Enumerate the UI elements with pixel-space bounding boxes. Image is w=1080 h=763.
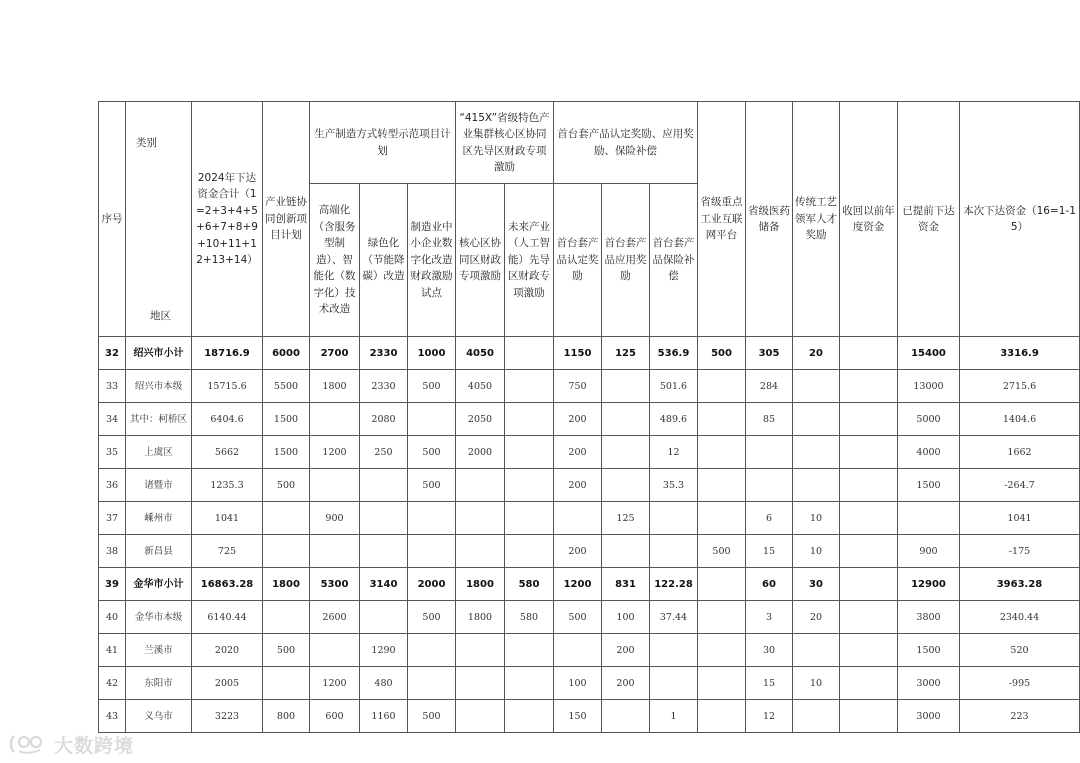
cell-c13: [793, 634, 840, 667]
cell-c9: 125: [602, 337, 650, 370]
cell-c6: 2000: [456, 436, 505, 469]
cell-c4: 1290: [360, 634, 408, 667]
cell-c11: 500: [698, 535, 746, 568]
watermark-logo: [8, 730, 134, 758]
cell-c6: [456, 502, 505, 535]
cell-c11: [698, 403, 746, 436]
cell-c9: [602, 436, 650, 469]
row-seq: 38: [99, 535, 126, 568]
cell-c13: 20: [793, 601, 840, 634]
cell-c16: -175: [960, 535, 1080, 568]
cell-c14: [840, 436, 898, 469]
cell-c1: 1235.3: [192, 469, 263, 502]
header-first-cert: 首台套产品认定奖励: [554, 184, 602, 337]
cell-c10: 536.9: [650, 337, 698, 370]
cell-c3: 600: [310, 700, 360, 733]
header-cluster-group: “415X”省级特色产业集群核心区协同区先导区财政专项激励: [456, 102, 554, 184]
cell-c5: 500: [408, 469, 456, 502]
row-seq: 33: [99, 370, 126, 403]
header-mfg-green: 绿色化（节能降碳）改造: [360, 184, 408, 337]
header-recovered: 收回以前年度资金: [840, 102, 898, 337]
row-region: 金华市小计: [126, 568, 192, 601]
cell-c9: [602, 403, 650, 436]
cell-c4: [360, 502, 408, 535]
cell-c7: [505, 502, 554, 535]
cell-c2: 500: [263, 634, 310, 667]
table-row: [99, 634, 1080, 667]
cell-c2: [263, 601, 310, 634]
cell-c7: 580: [505, 568, 554, 601]
cell-c14: [840, 667, 898, 700]
header-advanced: 已提前下达资金: [898, 102, 960, 337]
cell-c15: 3800: [898, 601, 960, 634]
cell-c1: 1041: [192, 502, 263, 535]
cell-c14: [840, 370, 898, 403]
cell-c4: [360, 535, 408, 568]
table-row: [99, 337, 1080, 370]
cell-c6: 2050: [456, 403, 505, 436]
cell-c15: 900: [898, 535, 960, 568]
cell-c1: 6140.44: [192, 601, 263, 634]
cell-c3: 1200: [310, 667, 360, 700]
cell-c14: [840, 502, 898, 535]
cell-c9: [602, 370, 650, 403]
cell-c16: 3316.9: [960, 337, 1080, 370]
cell-c7: [505, 634, 554, 667]
cell-c13: 10: [793, 535, 840, 568]
cell-c3: [310, 403, 360, 436]
cell-c2: 6000: [263, 337, 310, 370]
cell-c5: [408, 667, 456, 700]
cell-c6: [456, 634, 505, 667]
row-seq: 34: [99, 403, 126, 436]
cell-c3: [310, 634, 360, 667]
cell-c15: 1500: [898, 469, 960, 502]
cell-c10: 1: [650, 700, 698, 733]
header-craft: 传统工艺领军人才奖励: [793, 102, 840, 337]
cell-c15: 13000: [898, 370, 960, 403]
header-total: 2024年下达资金合计（1=2+3+4+5+6+7+8+9+10+11+12+13+14）: [192, 102, 263, 337]
cell-c7: [505, 469, 554, 502]
cell-c6: [456, 700, 505, 733]
cell-c10: 501.6: [650, 370, 698, 403]
cell-c9: 831: [602, 568, 650, 601]
cell-c9: [602, 469, 650, 502]
cell-c16: 3963.28: [960, 568, 1080, 601]
cell-c16: 223: [960, 700, 1080, 733]
cell-c11: [698, 469, 746, 502]
header-seq: 序号: [99, 102, 126, 337]
cell-c15: 4000: [898, 436, 960, 469]
cell-c10: [650, 535, 698, 568]
cell-c6: [456, 535, 505, 568]
cell-c7: 580: [505, 601, 554, 634]
header-chain: 产业链协同创新项目计划: [263, 102, 310, 337]
cell-c10: 489.6: [650, 403, 698, 436]
cell-c5: [408, 403, 456, 436]
cell-c10: [650, 634, 698, 667]
cell-c10: [650, 667, 698, 700]
cell-c6: 1800: [456, 601, 505, 634]
header-first-group: 首台套产品认定奖励、应用奖励、保险补偿: [554, 102, 698, 184]
cell-c1: 2020: [192, 634, 263, 667]
cell-c5: 2000: [408, 568, 456, 601]
cell-c5: [408, 502, 456, 535]
cell-c3: 2700: [310, 337, 360, 370]
table-row: [99, 469, 1080, 502]
cell-c6: 4050: [456, 370, 505, 403]
cell-c16: 520: [960, 634, 1080, 667]
cell-c9: 100: [602, 601, 650, 634]
table-row: [99, 535, 1080, 568]
table-row: [99, 568, 1080, 601]
cell-c8: 200: [554, 403, 602, 436]
watermark-icon: [8, 732, 48, 756]
header-platform: 省级重点工业互联网平台: [698, 102, 746, 337]
cell-c14: [840, 634, 898, 667]
cell-c5: [408, 634, 456, 667]
cell-c14: [840, 337, 898, 370]
header-category-region: [126, 102, 192, 337]
cell-c12: 3: [746, 601, 793, 634]
row-region: 诸暨市: [126, 469, 192, 502]
cell-c5: [408, 535, 456, 568]
cell-c12: 30: [746, 634, 793, 667]
cell-c12: [746, 436, 793, 469]
cell-c11: [698, 370, 746, 403]
table-row: [99, 667, 1080, 700]
cell-c1: 6404.6: [192, 403, 263, 436]
cell-c2: 1500: [263, 403, 310, 436]
cell-c13: [793, 700, 840, 733]
cell-c14: [840, 601, 898, 634]
row-region: 其中：柯桥区: [126, 403, 192, 436]
cell-c13: [793, 436, 840, 469]
cell-c11: [698, 634, 746, 667]
header-category: 类别: [136, 137, 157, 149]
funding-table: [98, 101, 1080, 733]
row-seq: 37: [99, 502, 126, 535]
row-region: 上虞区: [126, 436, 192, 469]
header-mfg-sme: 制造业中小企业数字化改造财政激励试点: [408, 184, 456, 337]
cell-c14: [840, 568, 898, 601]
cell-c1: 5662: [192, 436, 263, 469]
cell-c12: 6: [746, 502, 793, 535]
cell-c10: 122.28: [650, 568, 698, 601]
cell-c13: [793, 469, 840, 502]
cell-c2: 5500: [263, 370, 310, 403]
cell-c8: 500: [554, 601, 602, 634]
row-region: 绍兴市小计: [126, 337, 192, 370]
cell-c8: 200: [554, 535, 602, 568]
cell-c10: 37.44: [650, 601, 698, 634]
cell-c16: -995: [960, 667, 1080, 700]
cell-c5: 500: [408, 601, 456, 634]
cell-c5: 1000: [408, 337, 456, 370]
cell-c8: 200: [554, 469, 602, 502]
row-seq: 32: [99, 337, 126, 370]
cell-c8: [554, 502, 602, 535]
header-first-ins: 首台套产品保险补偿: [650, 184, 698, 337]
cell-c12: 15: [746, 535, 793, 568]
cell-c13: 10: [793, 502, 840, 535]
row-region: 绍兴市本级: [126, 370, 192, 403]
cell-c4: 480: [360, 667, 408, 700]
cell-c16: 2340.44: [960, 601, 1080, 634]
row-seq: 42: [99, 667, 126, 700]
cell-c4: 2080: [360, 403, 408, 436]
cell-c8: 150: [554, 700, 602, 733]
cell-c7: [505, 700, 554, 733]
cell-c15: 1500: [898, 634, 960, 667]
row-seq: 36: [99, 469, 126, 502]
row-region: 新昌县: [126, 535, 192, 568]
cell-c6: [456, 469, 505, 502]
cell-c4: 2330: [360, 337, 408, 370]
cell-c6: 4050: [456, 337, 505, 370]
cell-c8: 1150: [554, 337, 602, 370]
cell-c6: [456, 667, 505, 700]
cell-c11: [698, 700, 746, 733]
cell-c1: 15715.6: [192, 370, 263, 403]
cell-c15: [898, 502, 960, 535]
cell-c16: 2715.6: [960, 370, 1080, 403]
row-seq: 41: [99, 634, 126, 667]
cell-c15: 15400: [898, 337, 960, 370]
table-row: [99, 502, 1080, 535]
cell-c2: [263, 502, 310, 535]
cell-c1: 18716.9: [192, 337, 263, 370]
cell-c15: 5000: [898, 403, 960, 436]
cell-c2: [263, 667, 310, 700]
cell-c10: 12: [650, 436, 698, 469]
cell-c13: [793, 370, 840, 403]
header-current: 本次下达资金（16=1-15）: [960, 102, 1080, 337]
cell-c13: 30: [793, 568, 840, 601]
table-row: [99, 601, 1080, 634]
cell-c2: 1500: [263, 436, 310, 469]
cell-c1: 725: [192, 535, 263, 568]
cell-c16: 1404.6: [960, 403, 1080, 436]
cell-c3: 5300: [310, 568, 360, 601]
header-mfg-group: 生产制造方式转型示范项目计划: [310, 102, 456, 184]
cell-c12: 284: [746, 370, 793, 403]
watermark-text: 大数跨境: [54, 734, 135, 757]
cell-c2: [263, 535, 310, 568]
cell-c11: [698, 667, 746, 700]
header-mfg-high: 高端化（含服务型制造）、智能化（数字化）技术改造: [310, 184, 360, 337]
cell-c3: 2600: [310, 601, 360, 634]
cell-c3: 1800: [310, 370, 360, 403]
cell-c16: -264.7: [960, 469, 1080, 502]
cell-c7: [505, 667, 554, 700]
table-row: [99, 436, 1080, 469]
cell-c8: [554, 634, 602, 667]
row-seq: 39: [99, 568, 126, 601]
cell-c8: 1200: [554, 568, 602, 601]
row-region: 义乌市: [126, 700, 192, 733]
cell-c7: [505, 535, 554, 568]
cell-c7: [505, 337, 554, 370]
cell-c10: 35.3: [650, 469, 698, 502]
cell-c15: 3000: [898, 667, 960, 700]
cell-c13: 20: [793, 337, 840, 370]
cell-c8: 200: [554, 436, 602, 469]
table-row: [99, 370, 1080, 403]
header-region: 地区: [150, 309, 171, 322]
cell-c9: [602, 700, 650, 733]
cell-c12: 60: [746, 568, 793, 601]
cell-c1: 3223: [192, 700, 263, 733]
cell-c3: 1200: [310, 436, 360, 469]
cell-c11: 500: [698, 337, 746, 370]
cell-c2: 800: [263, 700, 310, 733]
cell-c13: [793, 403, 840, 436]
cell-c14: [840, 700, 898, 733]
cell-c4: 3140: [360, 568, 408, 601]
cell-c3: 900: [310, 502, 360, 535]
cell-c9: 200: [602, 634, 650, 667]
cell-c4: [360, 601, 408, 634]
cell-c2: 500: [263, 469, 310, 502]
row-seq: 43: [99, 700, 126, 733]
header-medicine: 省级医药储备: [746, 102, 793, 337]
cell-c15: 12900: [898, 568, 960, 601]
cell-c12: 12: [746, 700, 793, 733]
cell-c12: 15: [746, 667, 793, 700]
cell-c1: 2005: [192, 667, 263, 700]
cell-c3: [310, 469, 360, 502]
cell-c4: 250: [360, 436, 408, 469]
cell-c16: 1662: [960, 436, 1080, 469]
cell-c8: 750: [554, 370, 602, 403]
header-cluster-core: 核心区协同区财政专项激励: [456, 184, 505, 337]
cell-c11: [698, 502, 746, 535]
cell-c11: [698, 601, 746, 634]
row-region: 嵊州市: [126, 502, 192, 535]
cell-c7: [505, 370, 554, 403]
cell-c6: 1800: [456, 568, 505, 601]
cell-c13: 10: [793, 667, 840, 700]
cell-c7: [505, 436, 554, 469]
cell-c9: [602, 535, 650, 568]
cell-c12: 85: [746, 403, 793, 436]
cell-c10: [650, 502, 698, 535]
cell-c9: 200: [602, 667, 650, 700]
cell-c1: 16863.28: [192, 568, 263, 601]
cell-c8: 100: [554, 667, 602, 700]
header-cluster-future: 未来产业（人工智能）先导区财政专项激励: [505, 184, 554, 337]
row-seq: 35: [99, 436, 126, 469]
cell-c4: 1160: [360, 700, 408, 733]
cell-c15: 3000: [898, 700, 960, 733]
cell-c14: [840, 403, 898, 436]
row-region: 金华市本级: [126, 601, 192, 634]
cell-c4: [360, 469, 408, 502]
cell-c12: [746, 469, 793, 502]
cell-c14: [840, 469, 898, 502]
cell-c9: 125: [602, 502, 650, 535]
cell-c14: [840, 535, 898, 568]
cell-c4: 2330: [360, 370, 408, 403]
table-row: [99, 700, 1080, 733]
row-region: 兰溪市: [126, 634, 192, 667]
cell-c5: 500: [408, 700, 456, 733]
cell-c7: [505, 403, 554, 436]
cell-c5: 500: [408, 436, 456, 469]
row-seq: 40: [99, 601, 126, 634]
header-first-app: 首台套产品应用奖励: [602, 184, 650, 337]
cell-c5: 500: [408, 370, 456, 403]
cell-c2: 1800: [263, 568, 310, 601]
table-row: [99, 403, 1080, 436]
cell-c12: 305: [746, 337, 793, 370]
cell-c16: 1041: [960, 502, 1080, 535]
cell-c11: [698, 436, 746, 469]
cell-c11: [698, 568, 746, 601]
row-region: 东阳市: [126, 667, 192, 700]
cell-c3: [310, 535, 360, 568]
